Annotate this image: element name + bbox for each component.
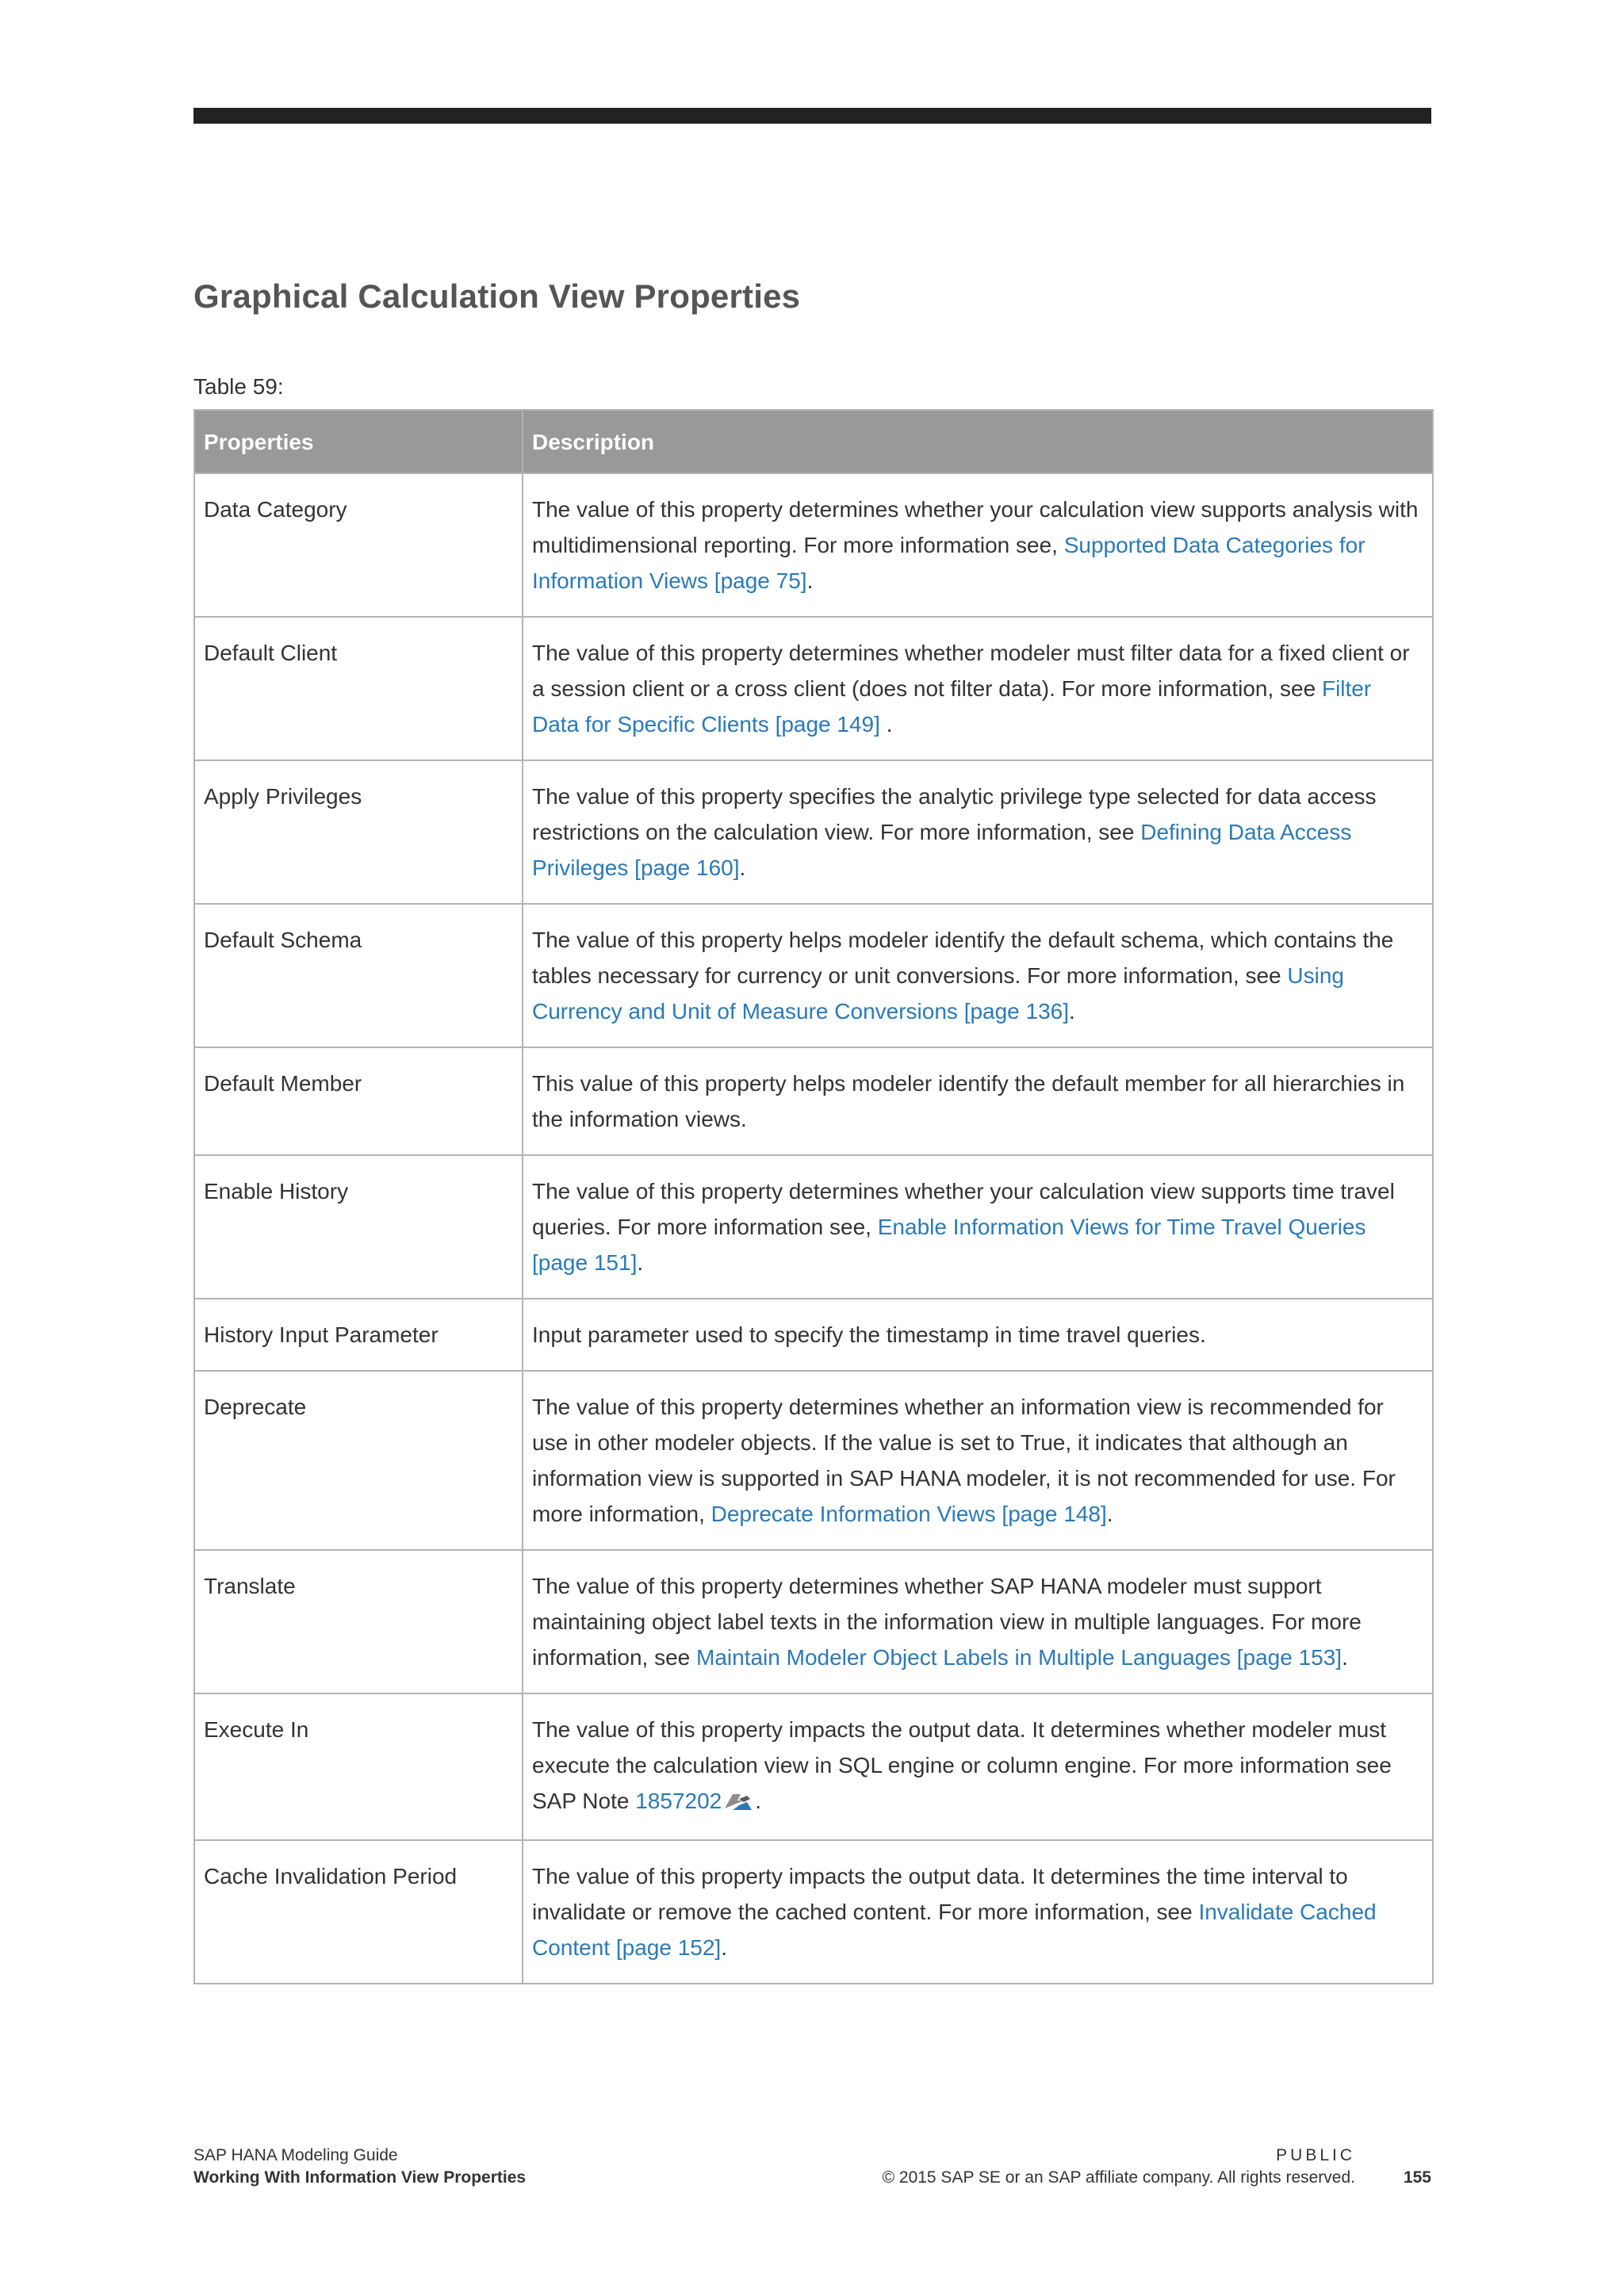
page-title: Graphical Calculation View Properties: [193, 277, 801, 315]
property-description: [523, 904, 1433, 1047]
property-description: [523, 760, 1433, 904]
description-suffix: .: [1069, 999, 1075, 1024]
description-text: The value of this property helps modeler identify the default schema, which contains the tables necessary for currency or unit conversions. For more information, see: [532, 928, 1394, 988]
sap-note-link[interactable]: 1857202: [635, 1789, 722, 1813]
description-text: The value of this property determines whether SAP HANA modeler must support maintaining object label texts in the information view in multiple languages. For more information, see: [532, 1574, 1362, 1670]
cross-reference-link[interactable]: Enable Information Views for Time Travel Queries [page 151]: [532, 1215, 1366, 1275]
description-suffix: .: [721, 1935, 727, 1960]
page-number: 155: [1403, 2168, 1431, 2187]
description-text: Input parameter used to specify the timestamp in time travel queries.: [532, 1322, 1206, 1347]
property-description: [523, 1299, 1433, 1371]
table-row: [194, 617, 1433, 760]
footer-classification: PUBLIC: [1276, 2146, 1355, 2164]
table-row: [194, 473, 1433, 617]
table-row: [194, 1693, 1433, 1840]
description-text: This value of this property helps modeler identify the default member for all hierarchies in the information views.: [532, 1071, 1405, 1131]
external-link-icon[interactable]: [723, 1786, 755, 1822]
property-name: Translate: [194, 1550, 523, 1693]
properties-table: [193, 409, 1434, 1984]
description-suffix: .: [1342, 1645, 1348, 1670]
table-row: [194, 1371, 1433, 1550]
description-suffix: .: [755, 1789, 762, 1813]
description-text: The value of this property determines whether your calculation view supports time travel queries. For more information see,: [532, 1179, 1395, 1239]
property-name: Enable History: [194, 1155, 523, 1299]
property-name: Deprecate: [194, 1371, 523, 1550]
table-body: [194, 473, 1433, 1984]
cross-reference-link[interactable]: Filter Data for Specific Clients [page 149]: [532, 676, 1372, 737]
description-text: The value of this property specifies the analytic privilege type selected for data access restrictions on the calculation view. For more information, see: [532, 784, 1377, 844]
description-suffix: .: [806, 568, 814, 593]
description-text: The value of this property impacts the output data. It determines whether modeler must execute the calculation view in SQL engine or column engine. For more information see SAP Note: [532, 1717, 1392, 1813]
property-description: [523, 1155, 1433, 1299]
cross-reference-link[interactable]: Maintain Modeler Object Labels in Multiple Languages [page 153]: [696, 1645, 1342, 1670]
footer-left: [193, 2145, 526, 2189]
table-row: [194, 760, 1433, 904]
description-suffix: .: [879, 712, 893, 737]
property-description: [523, 617, 1433, 760]
table-header-row: [194, 410, 1433, 473]
property-description: [523, 1550, 1433, 1693]
table-row: [194, 1047, 1433, 1155]
description-text: The value of this property determines whether modeler must filter data for a fixed client or a session client or a cross client (does not filter data). For more information, see: [532, 641, 1410, 701]
cross-reference-link[interactable]: Deprecate Information Views [page 148]: [710, 1502, 1107, 1526]
table-caption: Table 59:: [193, 374, 284, 399]
property-description: [523, 473, 1433, 617]
property-name: Data Category: [194, 473, 523, 617]
description-text: The value of this property impacts the output data. It determines the time interval to invalidate or remove the cached content. For more information, see: [532, 1864, 1348, 1924]
cross-reference-link[interactable]: Defining Data Access Privileges [page 160]: [532, 820, 1352, 880]
cross-reference-link[interactable]: Supported Data Categories for Information Views [page 75]: [532, 533, 1365, 593]
description-suffix: .: [1106, 1502, 1113, 1526]
property-name: Apply Privileges: [194, 760, 523, 904]
footer-doc-section: Working With Information View Properties: [193, 2168, 527, 2187]
property-description: [523, 1047, 1433, 1155]
description-suffix: .: [739, 855, 746, 880]
table-row: [194, 1299, 1433, 1371]
property-description: [523, 1693, 1433, 1840]
footer-doc-title: SAP HANA Modeling Guide: [193, 2146, 398, 2164]
description-text: The value of this property determines whether an information view is recommended for use in other modeler objects. If the value is set to True, it indicates that although an information view is supported in SAP HANA modeler, it is not recommended for use. For more information,: [532, 1395, 1396, 1526]
property-description: [523, 1840, 1433, 1984]
top-rule: [193, 108, 1431, 124]
table-row: [194, 1840, 1433, 1984]
cross-reference-link[interactable]: Using Currency and Unit of Measure Conversions [page 136]: [532, 963, 1344, 1024]
table-row: [194, 904, 1433, 1047]
property-name: Execute In: [194, 1693, 523, 1840]
footer-right: [883, 2145, 1355, 2189]
property-name: Default Member: [194, 1047, 523, 1155]
property-name: Default Client: [194, 617, 523, 760]
description-text: The value of this property determines whether your calculation view supports analysis with multidimensional reporting. For more information see,: [532, 497, 1419, 557]
cross-reference-link[interactable]: Invalidate Cached Content [page 152]: [532, 1900, 1377, 1960]
property-description: [523, 1371, 1433, 1550]
header-description: Description: [523, 410, 1433, 473]
property-name: Cache Invalidation Period: [194, 1840, 523, 1984]
table-row: [194, 1550, 1433, 1693]
footer-copyright: © 2015 SAP SE or an SAP affiliate company. All rights reserved.: [882, 2168, 1355, 2187]
table-row: [194, 1155, 1433, 1299]
property-name: Default Schema: [194, 904, 523, 1047]
property-name: History Input Parameter: [194, 1299, 523, 1371]
description-suffix: .: [637, 1250, 644, 1275]
header-properties: Properties: [194, 410, 523, 473]
